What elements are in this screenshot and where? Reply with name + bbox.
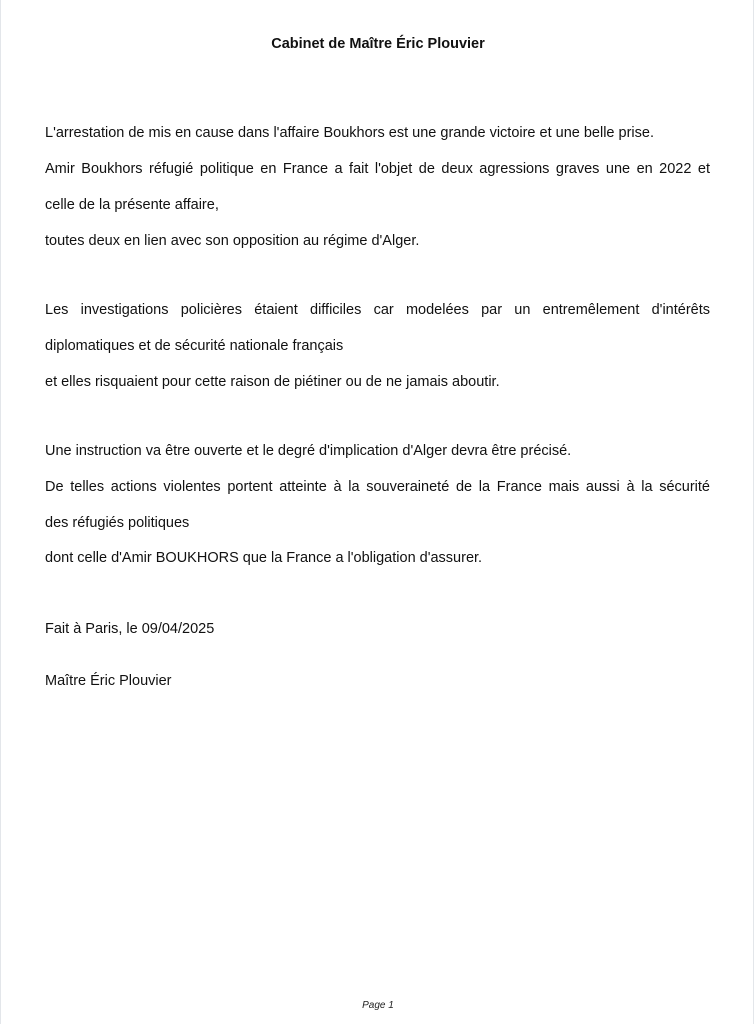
paragraph-1-line-1: L'arrestation de mis en cause dans l'affaire Boukhors est une grande victoire et une belle prise. <box>45 125 654 141</box>
document-title: Cabinet de Maître Éric Plouvier <box>271 36 485 52</box>
paragraph-1-line-2: Amir Boukhors réfugié politique en France a fait l'objet de deux agressions graves une en 2022 et <box>45 161 710 177</box>
paragraph-2-line-3: et elles risquaient pour cette raison de piétiner ou de ne jamais aboutir. <box>45 374 500 390</box>
paragraph-3-line-1: Une instruction va être ouverte et le degré d'implication d'Alger devra être précisé. <box>45 443 572 459</box>
paragraph-3-line-4: dont celle d'Amir BOUKHORS que la France a l'obligation d'assurer. <box>45 550 483 566</box>
place-date: Fait à Paris, le 09/04/2025 <box>45 621 215 637</box>
signature: Maître Éric Plouvier <box>45 673 172 689</box>
paragraph-2-line-1: Les investigations policières étaient difficiles car modelées par un entremêlement d'intérêts <box>45 302 710 318</box>
page-number: Page 1 <box>362 1000 394 1011</box>
paragraph-1-line-3: celle de la présente affaire, <box>45 197 219 213</box>
paragraph-3-line-2: De telles actions violentes portent atteinte à la souveraineté de la France mais aussi à la sécurité <box>45 479 710 495</box>
paragraph-3-line-3: des réfugiés politiques <box>45 515 190 531</box>
paragraph-1-line-4: toutes deux en lien avec son opposition au régime d'Alger. <box>45 233 420 249</box>
paragraph-2-line-2: diplomatiques et de sécurité nationale français <box>45 338 344 354</box>
